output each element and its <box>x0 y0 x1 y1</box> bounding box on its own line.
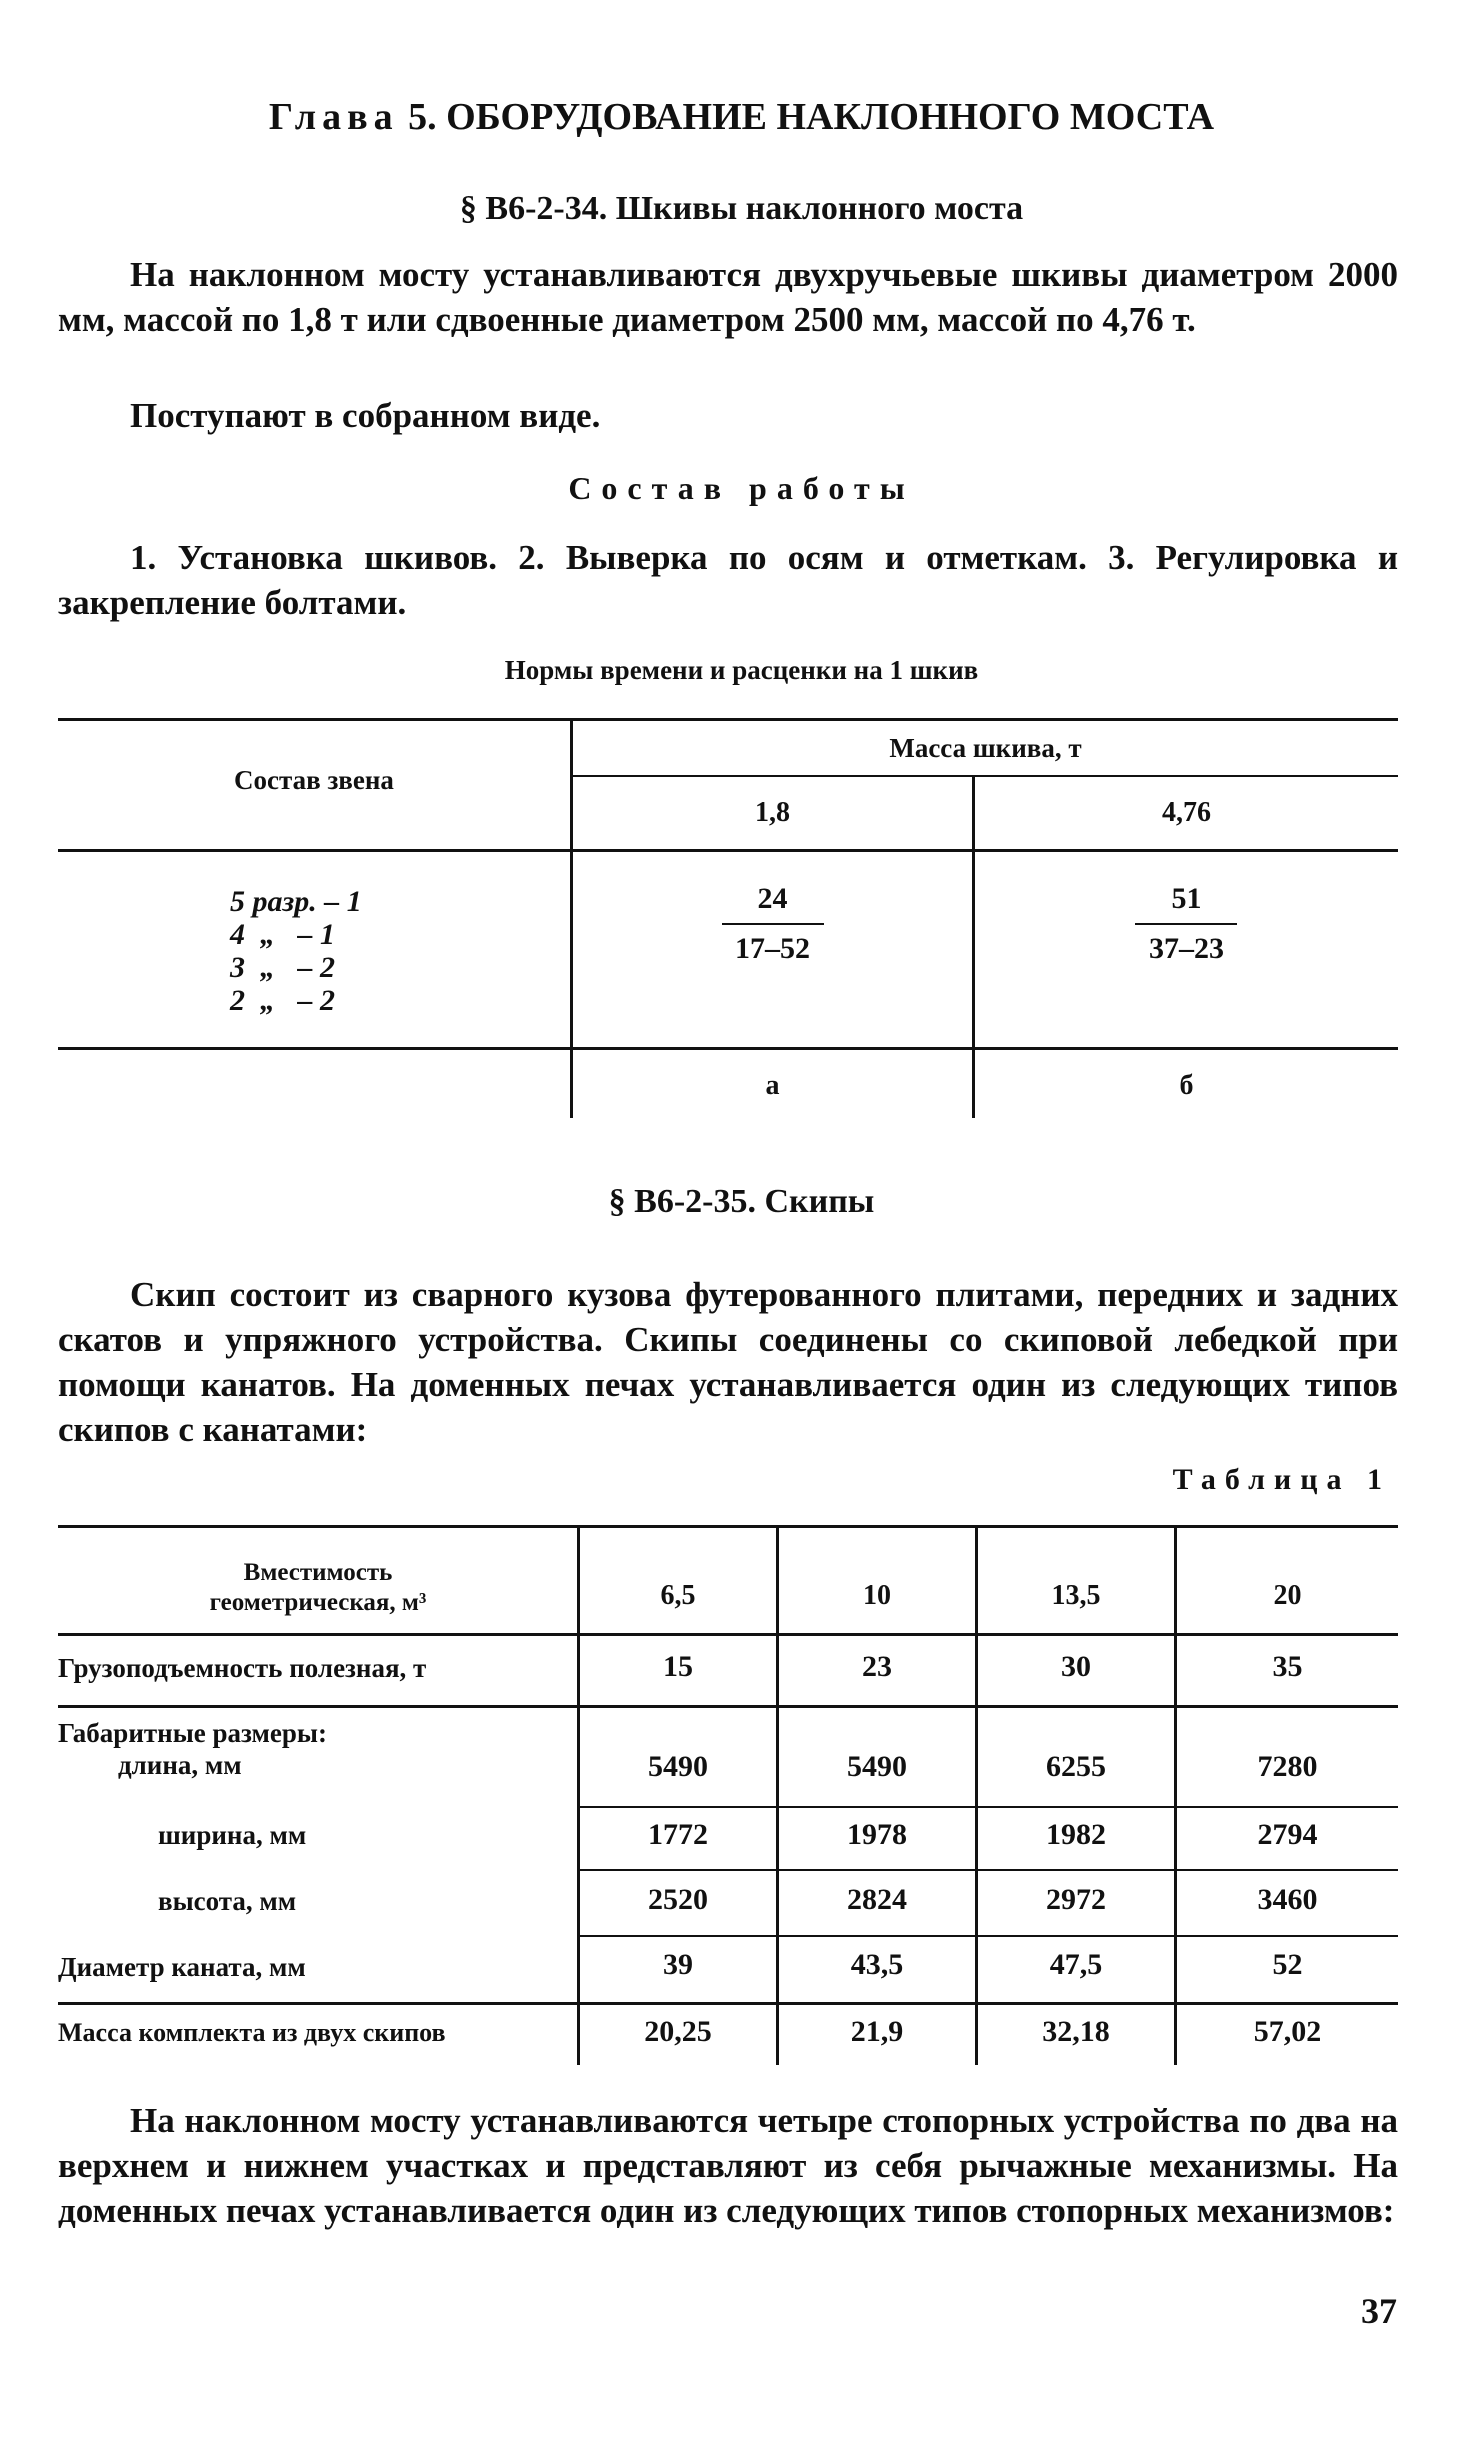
table-rule <box>578 1869 1398 1871</box>
table-rule <box>58 1633 1398 1636</box>
header-mass: Масса шкива, т <box>889 733 1082 763</box>
row-label: ширина, мм <box>158 1820 307 1850</box>
table-cell: 3460 <box>1257 1883 1318 1916</box>
row-label: длина, мм <box>118 1750 242 1780</box>
table-rule <box>58 1705 1398 1708</box>
header-capacity <box>58 1558 578 1618</box>
crew-line: 4 „ – 1 <box>230 918 335 951</box>
crew-line: 3 „ – 2 <box>230 951 335 984</box>
capacity-value: 20 <box>1273 1580 1302 1611</box>
table-cell: 2824 <box>847 1883 907 1916</box>
chapter-prefix: Глава <box>268 96 399 138</box>
paragraph: На наклонном мосту устанавливаются четыре стопорных устройства по два на верхнем и нижнем участках и представляют из себя рычажные механизмы. На доменных печах устанавливается один из следующих типов стопорных механизмов: <box>58 2101 1398 2230</box>
table-cell: 30 <box>1061 1650 1091 1683</box>
table-cell: 5490 <box>847 1750 907 1783</box>
table-cell: 23 <box>862 1650 892 1683</box>
capacity-value: 10 <box>863 1580 891 1611</box>
crew-line: 5 разр. – 1 <box>230 885 362 918</box>
work-heading: Состав работы <box>568 470 915 506</box>
table-rule <box>58 718 1398 721</box>
header-crew: Состав звена <box>234 765 394 795</box>
table-cell: 20,25 <box>644 2015 712 2048</box>
crew-list <box>230 885 362 1017</box>
paragraph: Скип состоит из сварного кузова футерованного плитами, передних и задних скатов и упряжного устройства. Скипы соединены со скиповой лебедкой при помощи канатов. На доменных печах устанавливается один из следующих типов скипов с канатами: <box>58 1275 1398 1449</box>
column-letter: б <box>1179 1070 1194 1101</box>
table-rule <box>578 1806 1398 1808</box>
table-caption: Нормы времени и расценки на 1 шкив <box>504 655 979 685</box>
table-cell: 6255 <box>1046 1750 1106 1783</box>
table-cell: 39 <box>663 1948 693 1981</box>
norm-time: 24 <box>757 882 788 915</box>
table-label: Таблица 1 <box>1172 1463 1391 1496</box>
chapter-heading <box>0 95 1483 139</box>
table-rule <box>570 718 573 1118</box>
norm-time: 51 <box>1171 882 1202 915</box>
table-cell: 15 <box>663 1650 693 1683</box>
table-cell: 2972 <box>1046 1883 1106 1916</box>
mass-value: 4,76 <box>1162 797 1211 828</box>
norm-price: 17–52 <box>735 932 810 965</box>
table-cell: 47,5 <box>1049 1948 1103 1981</box>
table-cell: 5490 <box>648 1750 708 1783</box>
table-rule <box>578 1935 1398 1937</box>
table-cell: 52 <box>1272 1948 1303 1981</box>
table-cell: 2794 <box>1257 1818 1318 1851</box>
table-rule <box>573 775 1398 777</box>
table-rule <box>58 1525 1398 1528</box>
fraction-line <box>722 923 824 925</box>
paragraph: Поступают в собранном виде. <box>130 396 601 435</box>
section-title: § В6-2-35. Скипы <box>608 1183 875 1220</box>
table-cell: 1978 <box>847 1818 907 1851</box>
chapter-title: 5. ОБОРУДОВАНИЕ НАКЛОННОГО МОСТА <box>408 96 1215 138</box>
capacity-value: 13,5 <box>1051 1580 1101 1611</box>
table-cell: 7280 <box>1257 1750 1318 1783</box>
fraction-line <box>1135 923 1237 925</box>
table-rule <box>58 849 1398 852</box>
table-cell: 32,18 <box>1042 2015 1110 2048</box>
capacity-value: 6,5 <box>660 1580 696 1611</box>
paragraph: На наклонном мосту устанавливаются двухручьевые шкивы диаметром 2000 мм, массой по 1,8 т или сдвоенные диаметром 2500 мм, массой по 4,76 т. <box>58 255 1398 339</box>
table-cell: 1772 <box>648 1818 708 1851</box>
row-label: Грузоподъемность полезная, т <box>58 1653 427 1683</box>
table-cell: 57,02 <box>1253 2015 1322 2048</box>
table-cell: 2520 <box>648 1883 708 1916</box>
crew-line: 2 „ – 2 <box>230 984 335 1017</box>
table-cell: 35 <box>1272 1650 1303 1683</box>
norm-price: 37–23 <box>1149 932 1224 965</box>
row-label: высота, мм <box>158 1886 297 1916</box>
page-number: 37 <box>1361 2291 1397 2331</box>
row-label: Диаметр каната, мм <box>58 1952 306 1982</box>
paragraph: 1. Установка шкивов. 2. Выверка по осям и отметкам. 3. Регулировка и закрепление болтами. <box>58 538 1398 622</box>
table-rule <box>58 2002 1398 2005</box>
header-capacity-line: геометрическая, м³ <box>209 1589 427 1616</box>
table-rule <box>58 1047 1398 1050</box>
row-label: Масса комплекта из двух скипов <box>58 2018 446 2047</box>
column-letter: а <box>765 1070 780 1101</box>
table-cell: 1982 <box>1046 1818 1106 1851</box>
row-group-label: Габаритные размеры: <box>58 1718 327 1748</box>
table-cell: 43,5 <box>850 1948 904 1981</box>
header-capacity-line: Вместимость <box>243 1559 393 1586</box>
table-cell: 21,9 <box>850 2015 904 2048</box>
section-title: § В6-2-34. Шкивы наклонного моста <box>459 190 1024 227</box>
mass-value: 1,8 <box>755 797 790 828</box>
